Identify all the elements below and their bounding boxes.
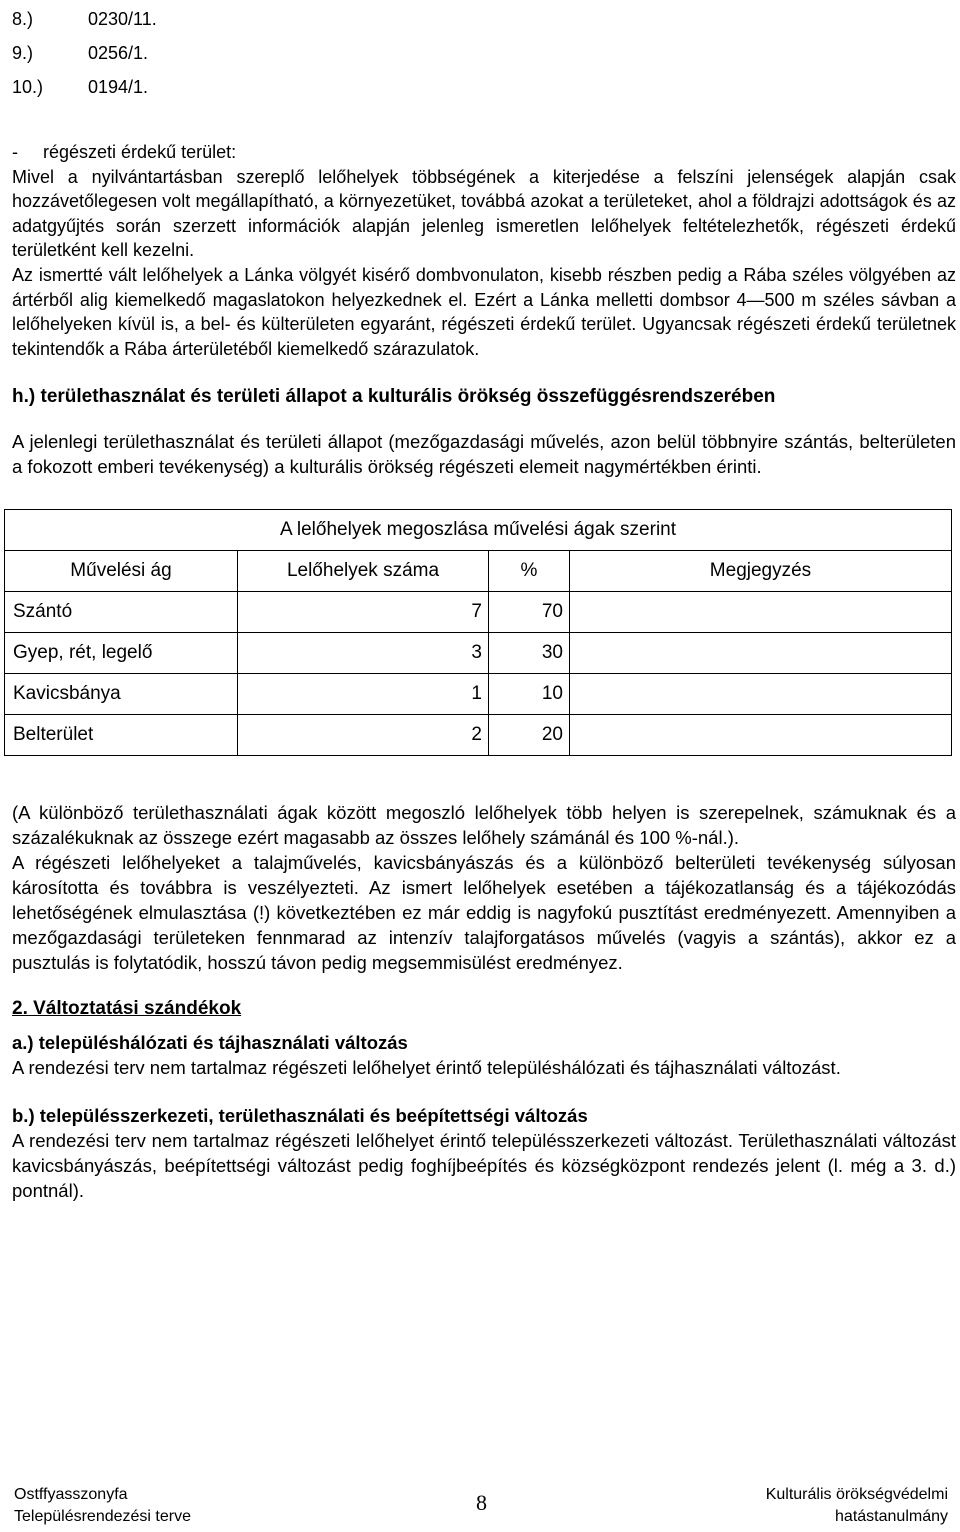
- table-header-cell: Művelési ág: [5, 551, 238, 592]
- table-header-cell: Lelőhelyek száma: [238, 551, 489, 592]
- list-value: 0194/1.: [88, 77, 149, 97]
- table-row: [5, 633, 952, 674]
- list-item: [12, 38, 956, 72]
- distribution-table: [4, 509, 952, 756]
- table-cell: 10: [489, 674, 570, 715]
- table-cell: Szántó: [5, 592, 238, 633]
- table-row: [5, 674, 952, 715]
- list-value: 0256/1.: [88, 43, 149, 63]
- table-cell: 70: [489, 592, 570, 633]
- table-cell: Belterület: [5, 715, 238, 756]
- page-footer: [0, 1484, 960, 1532]
- table-header-cell: %: [489, 551, 570, 592]
- paragraph: A régészeti lelőhelyeket a talajművelés, kavicsbányászás és a különböző belterületi tevékenység súlyosan károsította és továbbra is veszélyezteti. Az ismert lelőhelyek esetében a tájékozatlanság és a tájékozódás lehetőségének elmulasztása (!) következtében ez már eddig is nagyfokú pusztítást eredményezett. Amennyiben a mezőgazdasági területeken fennmarad az intenzív talajforgatásos művelés (vagyis a szántás), akkor ez a pusztulás is folytatódik, hosszú távon pedig megsemmisülést eredményez.: [12, 852, 956, 974]
- list-item: [12, 72, 956, 106]
- paragraph: Mivel a nyilvántartásban szereplő lelőhelyek többségének a kiterjedése a felszíni jelenségek alapján csak hozzávetőlegesen volt megállapítható, a környezetüket, továbbá azokat a területeket, ahol a földrajzi adottságok és az adatgyűjtés során szerzett információk alapján jelenleg ismeretlen lelőhelyek feltételezhetők, régészeti érdekű területként kell kezelni.: [12, 166, 956, 261]
- table-row: [5, 592, 952, 633]
- document-page: [12, 0, 956, 1203]
- footer-study: hatástanulmány: [835, 1508, 948, 1525]
- footer-plan: Településrendezési terve: [14, 1508, 191, 1525]
- list-number: 9.): [12, 43, 34, 63]
- list-value: 0230/11.: [88, 9, 157, 29]
- table-cell: 7: [238, 592, 489, 633]
- page-number: 8: [476, 1490, 487, 1515]
- paragraph: Az ismertté vált lelőhelyek a Lánka völgyét kisérő dombvonulaton, kisebb részben pedig a Rába széles völgyében az ártérből alig kiemelkedő magaslatokon helyezkednek el. Ezért a Lánka melletti dombsor 4—500 m széles sávban a lelőhelyeken kívül is, a bel- és külterületen egyaránt, régészeti érdekű terület. Ugyancsak régészeti érdekű területnek tekintendők a Rába árterületéből kiemelkedő szárazulatok.: [12, 264, 956, 359]
- dash-subtitle: - régészeti érdekű terület:: [12, 142, 237, 162]
- list-number: 10.): [12, 77, 44, 97]
- table-cell: [570, 715, 952, 756]
- list-number: 8.): [12, 9, 34, 29]
- section-heading: 2. Változtatási szándékok: [12, 998, 242, 1020]
- paragraph: (A különböző területhasználati ágak között megoszló lelőhelyek több helyen is szerepelnek, számuknak és a százalékuknak az összege ezért magasabb az összes lelőhely számánál és 100 %-nál.).: [12, 802, 956, 849]
- table-cell: [570, 592, 952, 633]
- table-cell: [570, 674, 952, 715]
- table-row: [5, 715, 952, 756]
- paragraph: A rendezési terv nem tartalmaz régészeti lelőhelyet érintő településhálózati és tájhasználati változást.: [12, 1057, 841, 1079]
- table-cell: 2: [238, 715, 489, 756]
- table-cell: 3: [238, 633, 489, 674]
- table-cell: Gyep, rét, legelő: [5, 633, 238, 674]
- table-cell: [570, 633, 952, 674]
- parcel-list: [12, 4, 956, 106]
- table-cell: 1: [238, 674, 489, 715]
- table-caption: A lelőhelyek megoszlása művelési ágak szerint: [5, 510, 952, 551]
- paragraph: A rendezési terv nem tartalmaz régészeti lelőhelyet érintő településszerkezeti változást. Területhasználati változást kavicsbányászás, beépítettségi változást pedig foghíjbeépítés és községközpont rendezés jelent (l. még a 3. d.) pontnál).: [12, 1130, 956, 1202]
- section-heading: h.) területhasználat és területi állapot a kulturális örökség összefüggésrendszerében: [12, 386, 776, 408]
- subsection-heading: b.) településszerkezeti, területhasználati és beépítettségi változás: [12, 1105, 588, 1127]
- list-item: [12, 4, 956, 38]
- subsection-heading: a.) településhálózati és tájhasználati változás: [12, 1032, 408, 1054]
- table-cell: 30: [489, 633, 570, 674]
- paragraph: A jelenlegi területhasználat és területi állapot (mezőgazdasági művelés, azon belül többnyire szántás, belterületen a fokozott emberi tevékenység) a kulturális örökség régészeti elemeit nagymértékben érinti.: [12, 431, 956, 478]
- footer-left: [14, 1484, 191, 1528]
- footer-settlement: Ostffyasszonyfa: [14, 1486, 128, 1503]
- table-header-cell: Megjegyzés: [570, 551, 952, 592]
- table-cell: 20: [489, 715, 570, 756]
- footer-right: [766, 1484, 948, 1528]
- footer-study-type: Kulturális örökségvédelmi: [765, 1486, 948, 1503]
- table-cell: Kavicsbánya: [5, 674, 238, 715]
